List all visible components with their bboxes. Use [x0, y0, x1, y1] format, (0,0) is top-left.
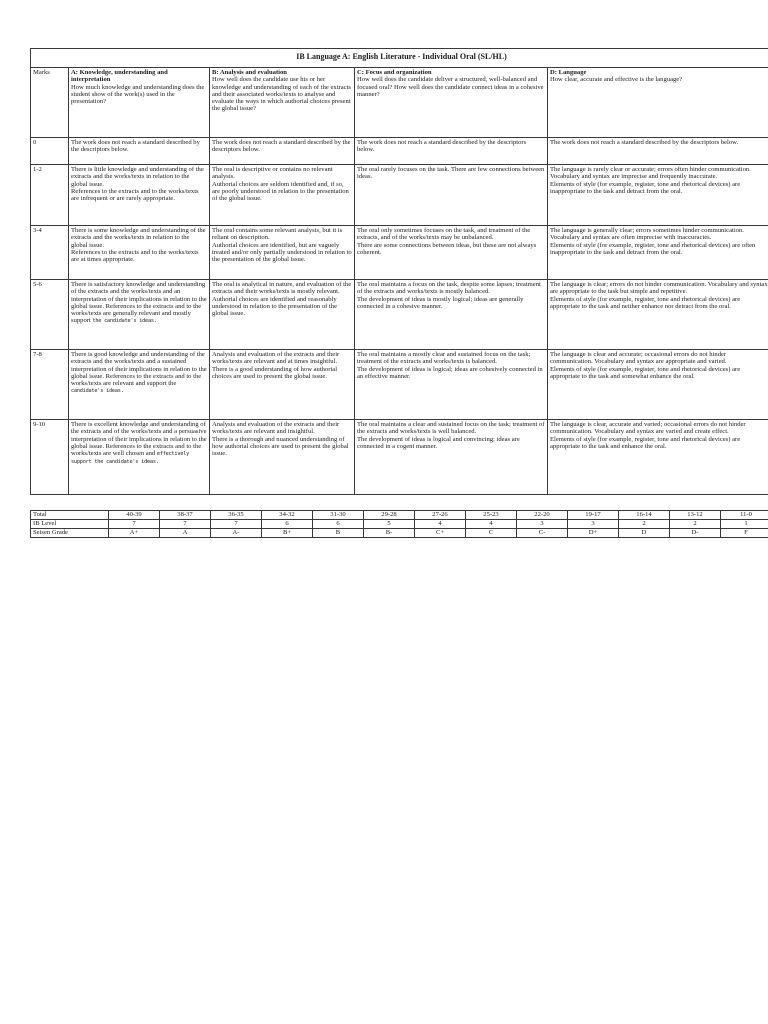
ib-level-cell: 7 [109, 520, 160, 529]
grade-cell: B [313, 529, 364, 538]
descriptor-a: There is little knowledge and understanding of the extracts and the works/texts in relation to the global issue. References to the extracts and to the works/texts are infrequent or are rarely appropriate. [69, 165, 210, 226]
descriptor-d: The work does not reach a standard described by the descriptors below. [548, 138, 768, 165]
descriptor-d: The language is generally clear; errors sometimes hinder communication. Vocabulary and syntax are often imprecise with inaccuracies. Elements of style (for example, register, tone and rhetorical devices) are often inappropriate to the task and detract from the oral. [548, 226, 768, 280]
descriptor-a: The work does not reach a standard described by the descriptors below. [69, 138, 210, 165]
criterion-b-header [210, 68, 355, 138]
ib-level-cell: 6 [313, 520, 364, 529]
total-label: Total [31, 511, 109, 520]
ib-level-cell: 7 [211, 520, 262, 529]
grade-cell: B- [364, 529, 415, 538]
mark-band: 0 [31, 138, 69, 165]
descriptor-a: There is satisfactory knowledge and understanding of the extracts and the works/texts and an interpretation of their implications in relation to the global issue. References to the extracts and to the works/texts are generally relevant and mostly support the candidate's ideas. [69, 280, 210, 350]
total-cell: 40-39 [109, 511, 160, 520]
grade-label: Seisen Grade [31, 529, 109, 538]
descriptor-b: The oral contains some relevant analysis, but it is reliant on description. Authorial choices are identified, but are vaguely treated and/or only partially understood in relation to the presentation of the global issue. [210, 226, 355, 280]
grade-row [31, 529, 768, 538]
ib-level-cell: 3 [517, 520, 568, 529]
ib-level-cell: 2 [619, 520, 670, 529]
marks-header: Marks [31, 68, 69, 138]
total-cell: 34-32 [262, 511, 313, 520]
criterion-a-question: How much knowledge and understanding does the student show of the work(s) used in the presentation? [71, 83, 205, 106]
criterion-b-title: B: Analysis and evaluation [212, 69, 287, 76]
descriptor-a: There is good knowledge and understanding of the extracts and the works/texts and a sustained interpretation of their implications in relation to the global issue. References to the extracts and to the works/texts are relevant and support the candidate's ideas. [69, 350, 210, 420]
grade-cell: C+ [415, 529, 466, 538]
criterion-d-header [548, 68, 768, 138]
descriptor-c: The oral maintains a mostly clear and sustained focus on the task; treatment of the extracts and works/texts is balanced. The development of ideas is logical; ideas are cohesively connected in an effective manner. [355, 350, 548, 420]
grade-cell: C- [517, 529, 568, 538]
ib-level-row [31, 520, 768, 529]
descriptor-c: The oral maintains a clear and sustained focus on the task; treatment of the extracts and works/texts is well balanced. The development of ideas is logical and convincing; ideas are connected in a cogent manner. [355, 420, 548, 495]
grade-conversion-table [30, 510, 768, 538]
grade-cell: A [160, 529, 211, 538]
ib-level-cell: 2 [670, 520, 721, 529]
ib-level-cell: 5 [364, 520, 415, 529]
criterion-a-header [69, 68, 210, 138]
descriptor-c: The oral maintains a focus on the task, despite some lapses; treatment of the extracts and works/texts is mostly balanced. The development of ideas is mostly logical; ideas are generally connected in a cohesive manner. [355, 280, 548, 350]
descriptor-b: Analysis and evaluation of the extracts and their works/texts are relevant and at times insightful. There is a good understanding of how authorial choices are used to present the global issue. [210, 350, 355, 420]
descriptor-c: The oral only sometimes focuses on the task, and treatment of the extracts, and of the works/texts may be unbalanced. There are some connections between ideas, but these are not always coherent. [355, 226, 548, 280]
grade-cell: D [619, 529, 670, 538]
mark-band: 1-2 [31, 165, 69, 226]
table-row [31, 350, 768, 420]
criterion-d-title: D: Language [550, 69, 587, 76]
ib-level-cell: 3 [568, 520, 619, 529]
criterion-c-title: C: Focus and organization [357, 69, 432, 76]
descriptor-c: The work does not reach a standard described by the descriptors below. [355, 138, 548, 165]
descriptor-a: There is excellent knowledge and understanding of the extracts and of the works/texts and a persuasive interpretation of their implications in relation to the global issue. References to the extracts and to the works/texts are well chosen and effectively support the candidate's ideas. [69, 420, 210, 495]
criterion-c-question: How well does the candidate deliver a structured, well-balanced and focused oral? How well does the candidate connect ideas in a cohesive manner? [357, 76, 544, 98]
total-cell: 36-35 [211, 511, 262, 520]
total-cell: 25-23 [466, 511, 517, 520]
total-cell: 31-30 [313, 511, 364, 520]
criterion-c-header [355, 68, 548, 138]
ib-level-cell: 4 [466, 520, 517, 529]
mark-band: 9-10 [31, 420, 69, 495]
criterion-b-question: How well does the candidate use his or her knowledge and understanding of each of the extracts and their associated works/texts to analyse and evaluate the ways in which authorial choices present the global issue? [212, 76, 351, 113]
grade-cell: C [466, 529, 517, 538]
grade-cell: D- [670, 529, 721, 538]
descriptor-b: Analysis and evaluation of the extracts and their works/texts are relevant and insightful. There is a thorough and nuanced understanding of how authorial choices are used to present the global issue. [210, 420, 355, 495]
table-row [31, 226, 768, 280]
descriptor-b: The oral is descriptive or contains no relevant analysis. Authorial choices are seldom identified and, if so, are poorly understood in relation to the presentation of the global issue. [210, 165, 355, 226]
descriptor-d: The language is clear, accurate and varied; occasional errors do not hinder communication. Vocabulary and syntax are varied and create effect. Elements of style (for example, register, tone and rhetorical devices) are appropriate to the task and enhance the oral. [548, 420, 768, 495]
descriptor-d: The language is clear and accurate; occasional errors do not hinder communication. Vocabulary and syntax are appropriate and varied. Elements of style (for example, register, tone and rhetorical devices) are appropriate to the task and somewhat enhance the oral. [548, 350, 768, 420]
descriptor-d: The language is clear; errors do not hinder communication. Vocabulary and syntax are appropriate to the task but simple and repetitive. Elements of style (for example, register, tone and rhetorical devices) are appropriate to the task and neither enhance nor detract from the oral. [548, 280, 768, 350]
total-cell: 29-28 [364, 511, 415, 520]
table-row [31, 165, 768, 226]
rubric-table [30, 48, 768, 495]
grade-cell: F [721, 529, 768, 538]
grade-cell: A+ [109, 529, 160, 538]
ib-level-cell: 1 [721, 520, 768, 529]
total-cell: 22-20 [517, 511, 568, 520]
ib-level-label: IB Level [31, 520, 109, 529]
total-cell: 27-26 [415, 511, 466, 520]
total-row [31, 511, 768, 520]
grade-cell: A- [211, 529, 262, 538]
descriptor-b: The oral is analytical in nature, and evaluation of the extracts and their works/texts is mostly relevant. Authorial choices are identified and reasonably understood in relation to the presentation of the global issue. [210, 280, 355, 350]
handwritten-note: effectively support the candidate's ideas. [71, 451, 190, 466]
total-cell: 13-12 [670, 511, 721, 520]
total-cell: 19-17 [568, 511, 619, 520]
grade-cell: D+ [568, 529, 619, 538]
criterion-a-title: A: Knowledge, understanding and interpretation [71, 69, 168, 84]
total-cell: 38-37 [160, 511, 211, 520]
mark-band: 3-4 [31, 226, 69, 280]
mark-band: 5-6 [31, 280, 69, 350]
total-cell: 16-14 [619, 511, 670, 520]
criterion-d-question: How clear, accurate and effective is the language? [550, 76, 683, 84]
mark-band: 7-8 [31, 350, 69, 420]
descriptor-c: The oral rarely focuses on the task. There are few connections between ideas. [355, 165, 548, 226]
ib-level-cell: 6 [262, 520, 313, 529]
ib-level-cell: 4 [415, 520, 466, 529]
grade-cell: B+ [262, 529, 313, 538]
descriptor-a: There is some knowledge and understanding of the extracts and the works/texts in relation to the global issue. References to the extracts and to the works/texts are at times appropriate. [69, 226, 210, 280]
table-row [31, 138, 768, 165]
handwritten-note: the candidate's ideas. [92, 318, 157, 325]
total-cell: 11-0 [721, 511, 768, 520]
ib-level-cell: 7 [160, 520, 211, 529]
table-row [31, 420, 768, 495]
table-row [31, 280, 768, 350]
descriptor-b: The work does not reach a standard described by the descriptors below. [210, 138, 355, 165]
page-title: IB Language A: English Literature - Individual Oral (SL/HL) [31, 49, 768, 68]
handwritten-note: candidate's ideas. [71, 388, 124, 395]
descriptor-d: The language is rarely clear or accurate; errors often hinder communication. Vocabulary and syntax are imprecise and frequently inaccurate. Elements of style (for example, register, tone and rhetorical devices) are inappropriate to the task and detract from the oral. [548, 165, 768, 226]
